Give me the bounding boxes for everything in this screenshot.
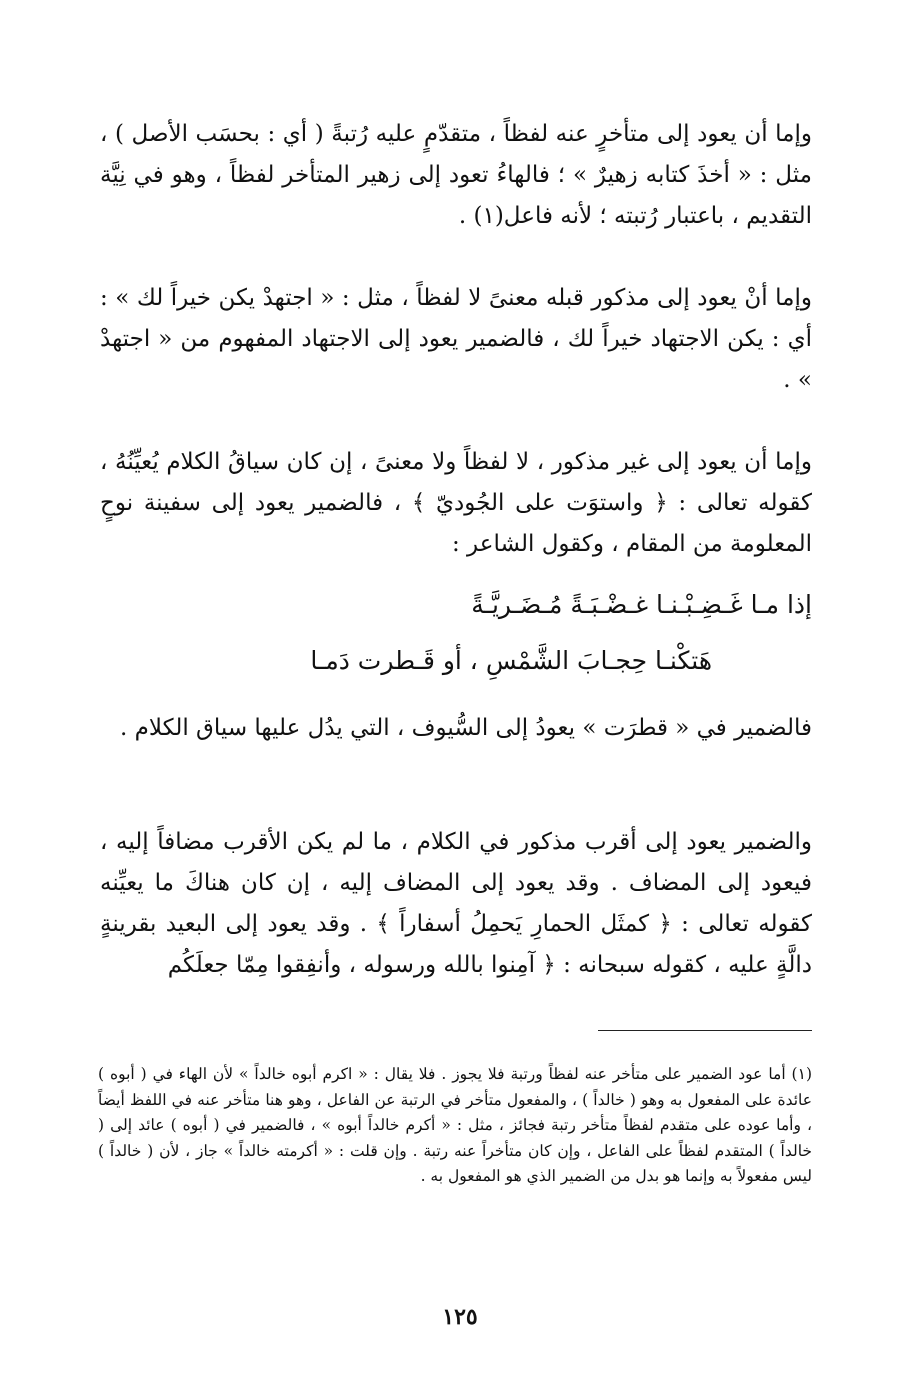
verse-line-2: هَتكْنـا حِجـابَ الشَّمْسِ ، أو قَـطرت دَمـا [310, 646, 712, 675]
verse-line-1: إذا مـا غَـضِـبْـنـا غـضْـبَـةً مُـضَـريَّـةً [471, 590, 812, 619]
footnote-separator [598, 1030, 812, 1031]
paragraph-verse-explanation: فالضمير في « قطرَت » يعودُ إلى السُّيوف ، التي يدُل عليها سياق الكلام . [120, 715, 812, 741]
page-number: ١٢٥ [442, 1304, 478, 1330]
paragraph-nearest-antecedent: والضمير يعود إلى أقرب مذكور في الكلام ، ما لم يكن الأقرب مضافاً إليه ، فيعود إلى المضاف . وقد يعود إلى المضاف إليه ، إن كان هناكَ ما يعيِّنه كقوله تعالى : ﴿ كمثَل الحمارِ يَحمِلُ أسفاراً ﴾ . وقد يعود إلى البعيد بقرينةٍ دالَّةٍ عليه ، كقوله سبحانه : ﴿ آمِنوا بالله ورسوله ، وأنفِقوا مِمّا جعلَكُم [100, 829, 812, 978]
paragraph-meaning-antecedent: وإما أنْ يعود إلى مذكور قبله معنىً لا لفظاً ، مثل : « اجتهدْ يكن خيراً لك » : أي : يكن الاجتهاد خيراً لك ، فالضمير يعود إلى الاجتهاد المفهوم من « اجتهدْ » . [100, 285, 812, 393]
paragraph-delayed-antecedent: وإما أن يعود إلى متأخرٍ عنه لفظاً ، متقدّمٍ عليه رُتبةً ( أي : بحسَب الأصل ) ، مثل : « أخذَ كتابه زهيرٌ » ؛ فالهاءُ تعود إلى زهير المتأخر لفظاً ، وهو في نِيَّة التقديم ، باعتبار رُتبته ؛ لأنه فاعل(١) . [100, 121, 813, 229]
paragraph-context-antecedent: وإما أن يعود إلى غير مذكور ، لا لفظاً ولا معنىً ، إن كان سياقُ الكلام يُعيِّنُهُ ، كقوله تعالى : ﴿ واستوَت على الجُوديّ ﴾ ، فالضمير يعود إلى سفينة نوحٍ المعلومة من المقام ، وكقول الشاعر : [100, 449, 812, 557]
footnote: (١) أما عود الضمير على متأخر عنه لفظاً ورتبة فلا يجوز . فلا يقال : « اكرم أبوه خالداً » لأن الهاء في ( أبوه ) عائدة على المفعول به وهو ( خالداً ) ، والمفعول متأخر في الرتبة عن الفاعل ، وهو هنا متأخر عنه في اللفظ أيضاً ، وأما عوده على متقدم لفظاً متأخر رتبة فجائز ، مثل : « أكرم خالداً أبوه » ، فالضمير في ( أبوه ) عائد إلى ( خالداً ) المتقدم لفظاً على الفاعل ، وإن كان متأخراً عنه رتبة . وإن قلت : « أكرمته خالداً » جاز ، لأن ( خالداً ) ليس مفعولاً به وإنما هو بدل من الضمير الذي هو المفعول به . [98, 1065, 812, 1185]
